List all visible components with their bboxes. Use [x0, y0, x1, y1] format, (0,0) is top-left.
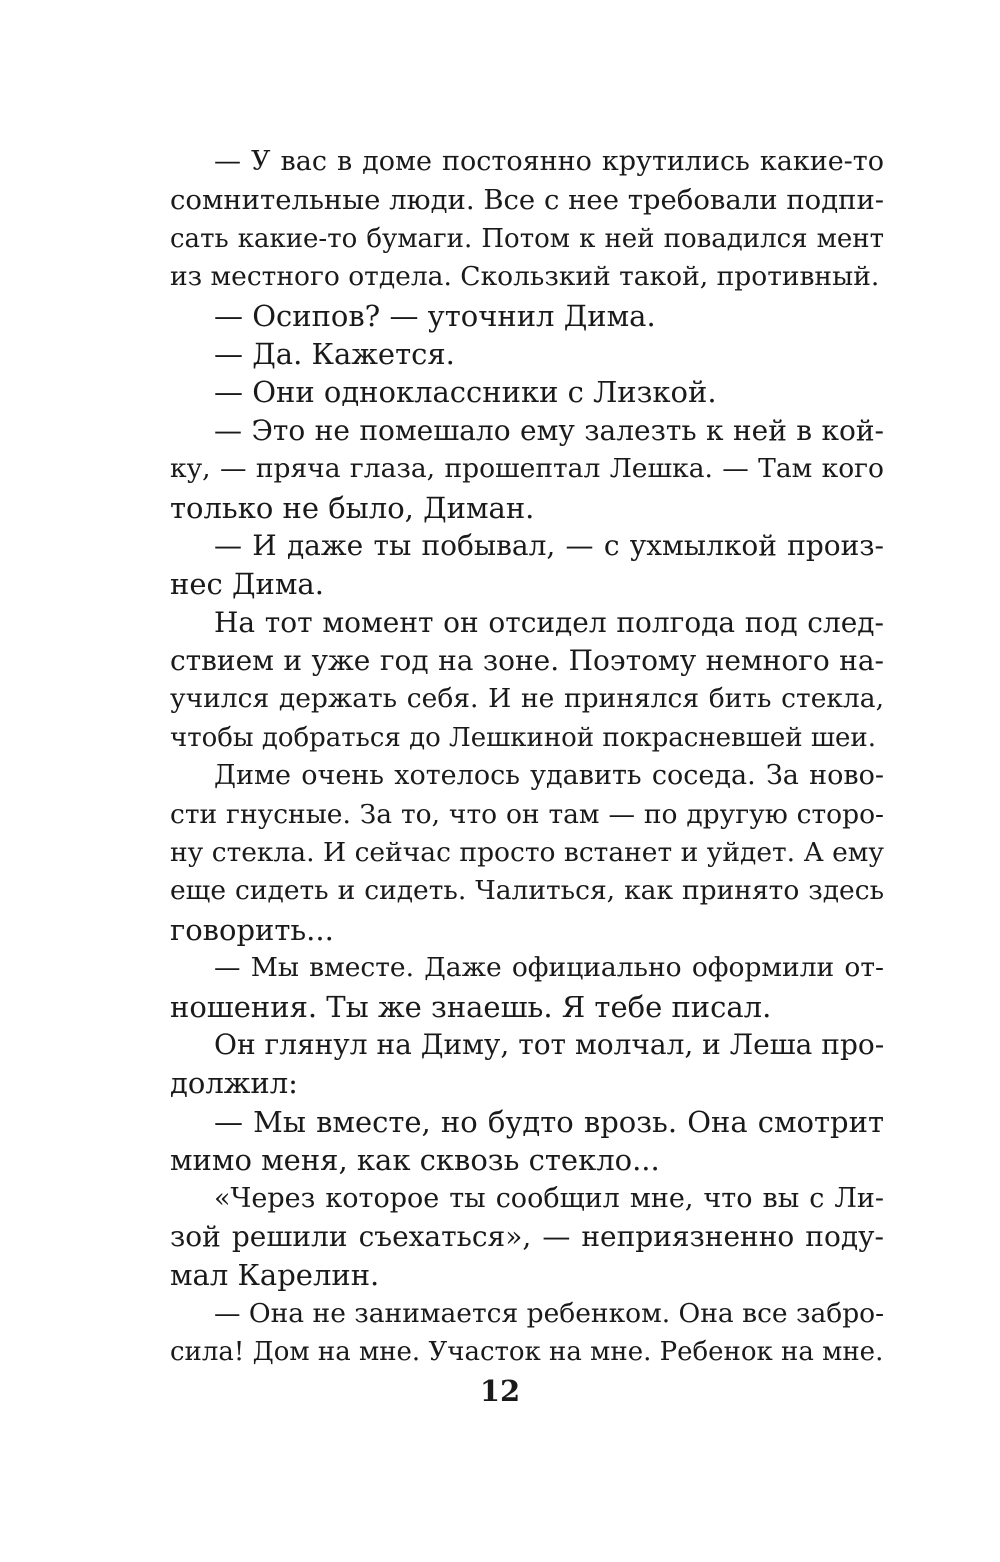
text-line: сать какие-то бумаги. Потом к ней повадился мент [170, 223, 884, 254]
text-line: чтобы добраться до Лешкиной покрасневшей шеи. [170, 722, 876, 753]
text-line: — Мы вместе. Даже официально оформили от- [214, 952, 884, 984]
text-line: еще сидеть и сидеть. Чалиться, как принято здесь [170, 875, 884, 907]
text-line: только не было, Диман. [170, 490, 535, 525]
text-line: Он глянул на Диму, тот молчал, и Леша про- [214, 1027, 885, 1061]
text-line: ку, — пряча глаза, прошептал Лешка. — Там кого [170, 453, 884, 485]
text-line: «Через которое ты сообщил мне, что вы с Ли- [214, 1182, 884, 1214]
page-number: 12 [479, 1374, 521, 1408]
text-line: должил: [170, 1066, 298, 1101]
text-line: — Осипов? — уточнил Дима. [214, 298, 656, 333]
text-line: учился держать себя. И не принялся бить стекла, [170, 683, 884, 715]
text-line: сомнительные люди. Все с нее требовали подпи- [170, 184, 885, 217]
text-line: — Это не помешало ему залезть к ней в кой- [214, 413, 884, 447]
text-line: На тот момент он отсидел полгода под след- [214, 605, 884, 639]
text-line: нес Дима. [170, 567, 324, 602]
text-line: мимо меня, как сквозь стекло... [170, 1143, 660, 1178]
text-line: сти гнусные. За то, что он там — по другую сторо- [170, 798, 884, 830]
text-line: из местного отдела. Скользкий такой, противный. [170, 261, 880, 293]
text-line: — Мы вместе, но будто врозь. Она смотрит [214, 1104, 884, 1139]
text-line: — Она не занимается ребенком. Она все забро- [214, 1297, 885, 1329]
text-line: — И даже ты побывал, — с ухмылкой произ- [214, 528, 884, 562]
text-line: говорить... [170, 912, 334, 947]
text-line: — Они одноклассники с Лизкой. [214, 375, 717, 410]
text-line: ствием и уже год на зоне. Поэтому немного на- [170, 644, 884, 678]
text-line: мал Карелин. [170, 1258, 380, 1293]
text-line: сила! Дом на мне. Участок на мне. Ребенок на мне. [170, 1337, 884, 1368]
text-line: Диме очень хотелось удавить соседа. За ново- [214, 760, 884, 792]
text-line: — Да. Кажется. [214, 336, 455, 371]
body-text [170, 143, 884, 1372]
text-line: ношения. Ты же знаешь. Я тебе писал. [170, 989, 772, 1024]
text-line: ну стекла. И сейчас просто встанет и уйдет. А ему [170, 837, 884, 869]
text-line: зой решили съехаться», — неприязненно поду- [170, 1219, 884, 1253]
text-line: — У вас в доме постоянно крутились какие-то [214, 146, 884, 177]
